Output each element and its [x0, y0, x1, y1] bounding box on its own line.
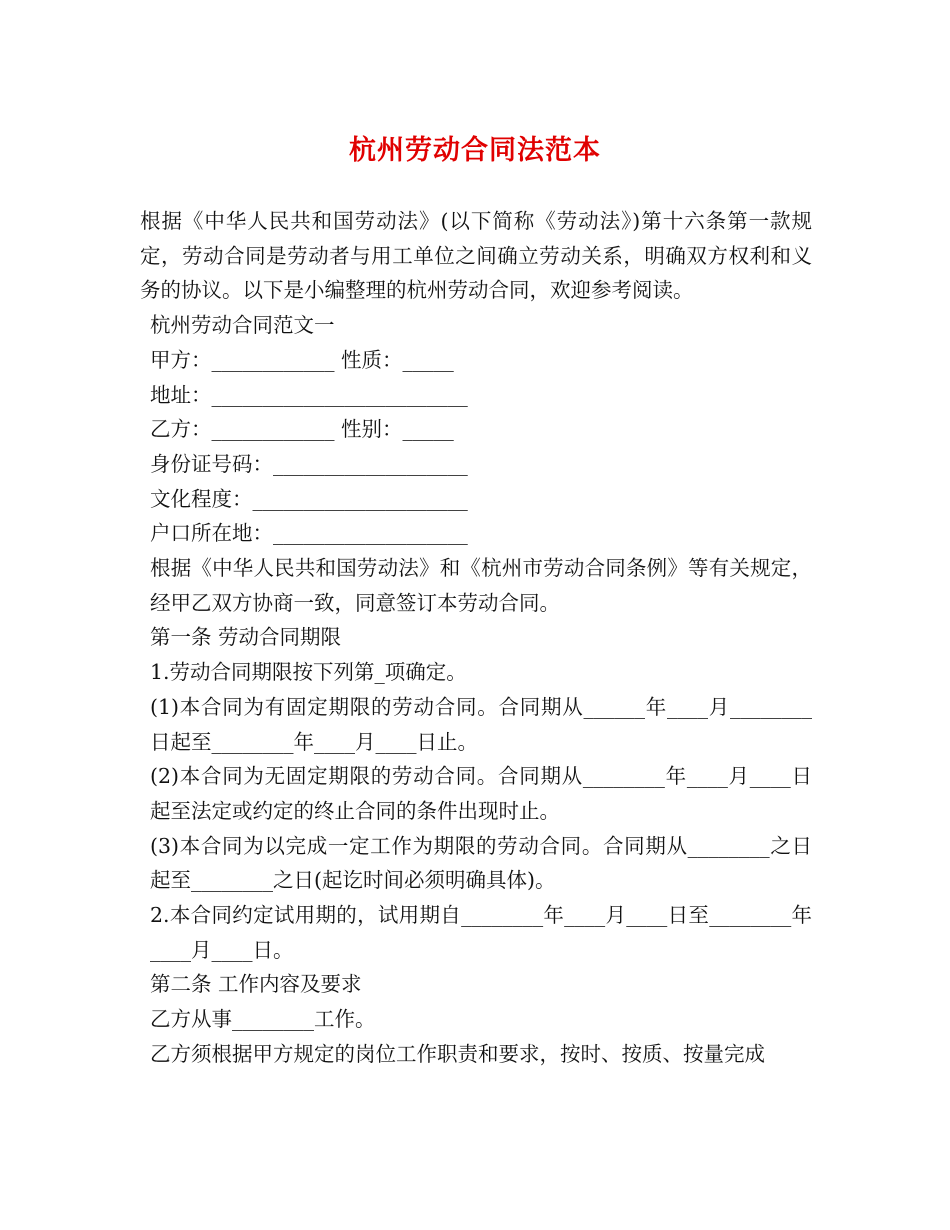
- clause-paragraph: (3)本合同为以完成一定工作为期限的劳动合同。合同期从________之日起至________之日(起讫时间必须明确具体)。: [150, 833, 812, 893]
- form-line-id-number: 身份证号码：___________________: [150, 451, 468, 476]
- clause-paragraph: 2.本合同约定试用期的，试用期自________年____月____日至________年____月____日。: [150, 903, 812, 962]
- form-line-education: 文化程度：_____________________: [150, 486, 468, 511]
- clause-paragraph: (1)本合同为有固定期限的劳动合同。合同期从______年____月________日起至________年____月____日止。: [150, 694, 812, 754]
- article-heading: 第二条 工作内容及要求: [150, 972, 362, 997]
- article-heading: 第一条 劳动合同期限: [150, 625, 342, 650]
- form-line-household: 户口所在地：___________________: [150, 521, 468, 546]
- intro-paragraph: 根据《中华人民共和国劳动法》(以下简称《劳动法》)第十六条第一款规定，劳动合同是劳动者与用工单位之间确立劳动关系，明确双方权利和义务的协议。以下是小编整理的杭州劳动合同，欢迎参考阅读。: [140, 209, 812, 303]
- section-heading: 杭州劳动合同范文一: [150, 313, 335, 338]
- form-line-party-b: 乙方：____________ 性别：_____: [150, 417, 454, 442]
- agreement-paragraph: 根据《中华人民共和国劳动法》和《杭州市劳动合同条例》等有关规定，经甲乙双方协商一致，同意签订本劳动合同。: [150, 556, 812, 615]
- clause-paragraph: (2)本合同为无固定期限的劳动合同。合同期从________年____月____日起至法定或约定的终止合同的条件出现时止。: [150, 764, 812, 823]
- clause-paragraph: 乙方从事________工作。: [150, 1007, 376, 1032]
- document-body: [140, 204, 812, 1072]
- form-line-party-a: 甲方：____________ 性质：_____: [150, 347, 454, 372]
- clause-paragraph: 1.劳动合同期限按下列第_项确定。: [150, 660, 467, 685]
- clause-paragraph: 乙方须根据甲方规定的岗位工作职责和要求，按时、按质、按量完成: [150, 1041, 765, 1066]
- form-line-address: 地址：_________________________: [150, 382, 468, 407]
- document-title: 杭州劳动合同法范本: [349, 135, 601, 166]
